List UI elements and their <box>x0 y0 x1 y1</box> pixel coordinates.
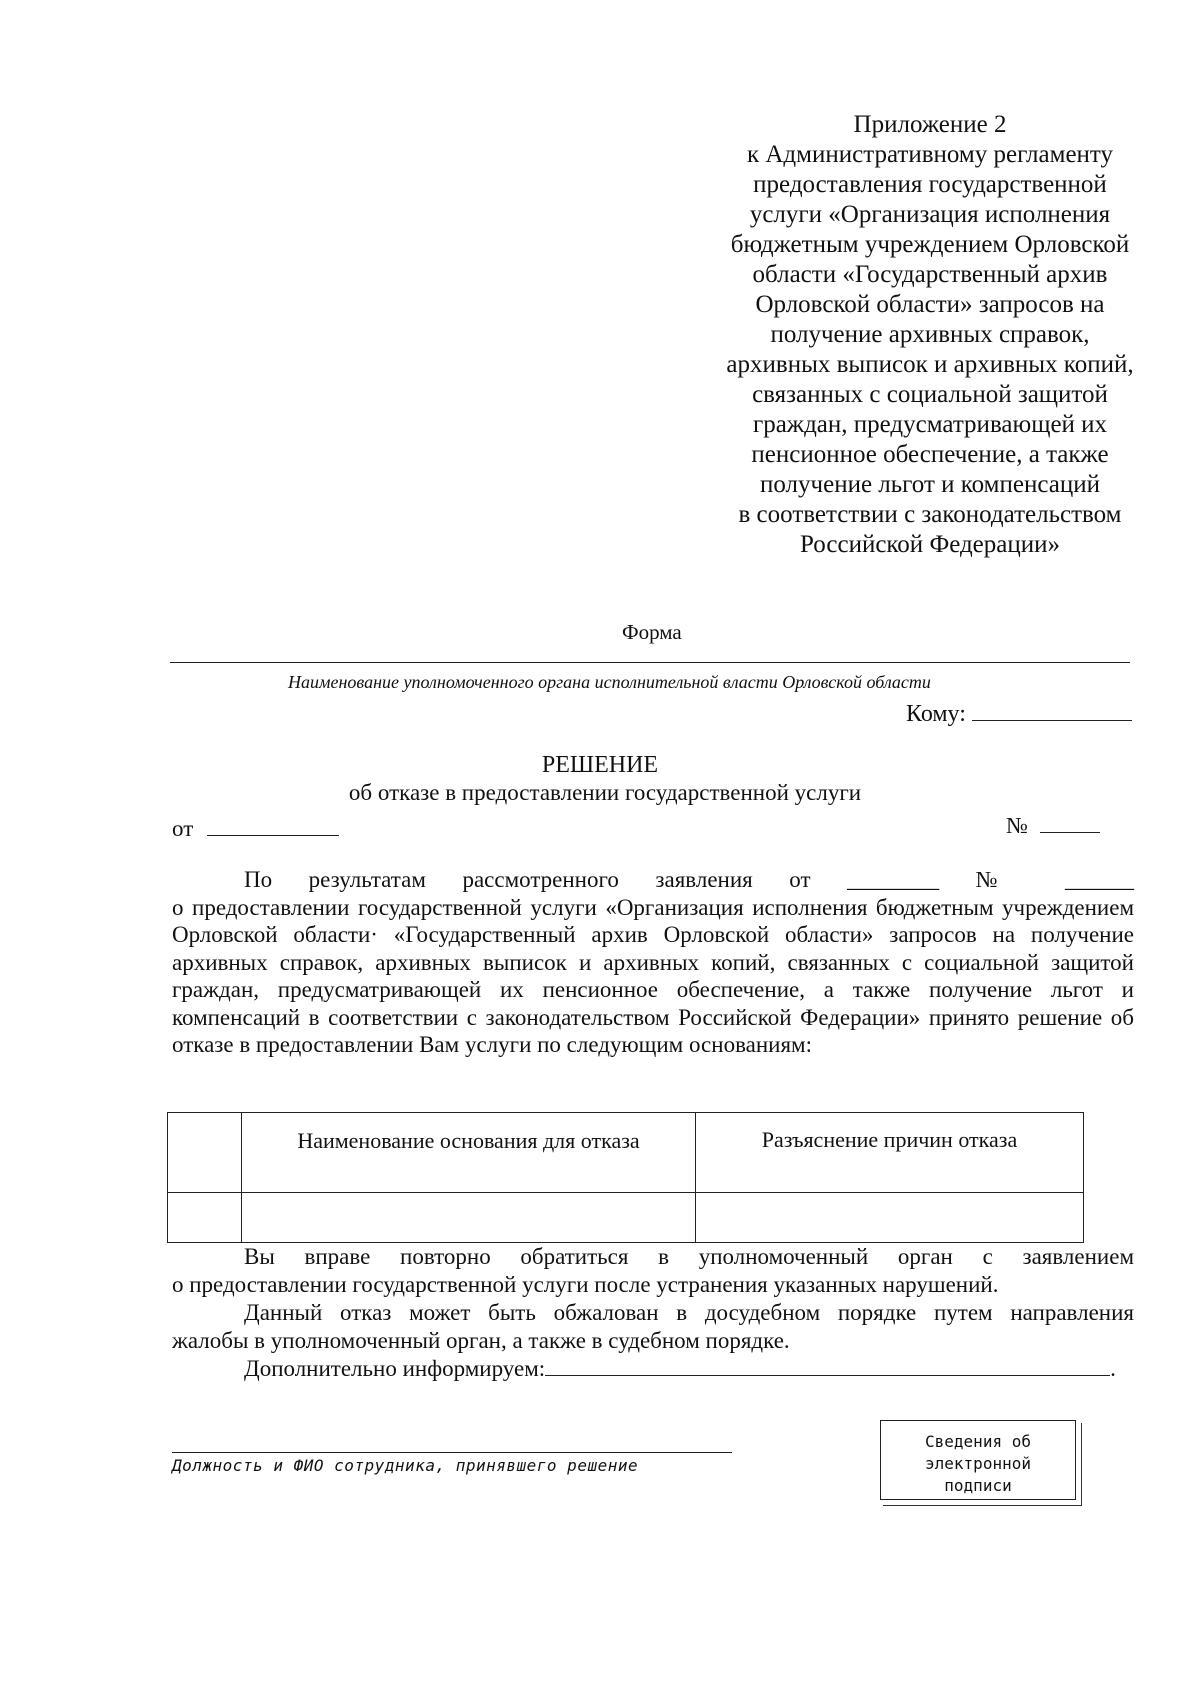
signature-caption: Должность и ФИО сотрудника, принявшего решение <box>172 1456 639 1475</box>
esignature-line: Сведения об <box>925 1432 1031 1451</box>
body-text <box>172 866 1134 1059</box>
table-cell <box>696 1193 1084 1243</box>
recipient-label: Кому: <box>906 701 966 727</box>
table-header-row <box>168 1113 1084 1193</box>
decision-number <box>1006 810 1100 839</box>
closing-p1-first: Вы вправе повторно обратиться в уполномоченный орган с заявлением <box>244 1244 1134 1269</box>
table-header-cell: Наименование основания для отказа <box>242 1113 696 1193</box>
decision-date <box>172 813 339 842</box>
number-blank <box>1040 810 1100 833</box>
additional-info-blank <box>545 1355 1110 1376</box>
body-paragraph: о предоставлении государственной услуги «Организация исполнения бюджетным учреждением Орловской области· «Государственный архив Орловской области» запросов на получение архивных справок, архивных выписок и архивных копий, связанных с социальной защитой граждан, предусматривающей их пенсионное обеспечение, а также получение льгот и компенсаций в соответствии с законодательством Российской Федерации» принято решение об отказе в предоставлении Вам услуги по следующим основаниям: <box>172 894 1134 1057</box>
closing-p3: Дополнительно информируем: . <box>244 1356 1116 1381</box>
appendix-line: связанных с социальной защитой <box>752 381 1108 408</box>
date-prefix: от <box>172 816 194 841</box>
recipient-field <box>906 698 1132 728</box>
appendix-line: Приложение 2 <box>853 111 1007 138</box>
form-label: Форма <box>622 620 682 644</box>
number-prefix: № <box>1006 813 1028 838</box>
appendix-line: граждан, предусматривающей их <box>752 411 1108 438</box>
table-row <box>168 1193 1084 1243</box>
appendix-line: области «Государственный архив <box>752 261 1108 288</box>
date-blank <box>207 813 339 836</box>
table-cell <box>242 1193 696 1243</box>
esignature-box <box>880 1420 1076 1500</box>
appendix-line: получение архивных справок, <box>770 321 1090 348</box>
closing-p2-rest: жалобы в уполномоченный орган, а также в судебном порядке. <box>172 1328 790 1353</box>
org-name-caption: Наименование уполномоченного органа исполнительной власти Орловской области <box>288 672 931 692</box>
esignature-line: электронной <box>925 1454 1031 1473</box>
appendix-line: к Административному регламенту <box>746 141 1114 168</box>
body-first-line: По результатам рассмотренного заявления от ________ № ______ <box>244 867 1134 892</box>
signature-line <box>172 1452 732 1453</box>
appendix-header <box>700 110 1160 560</box>
appendix-line: Российской Федерации» <box>799 531 1061 558</box>
decision-subtitle: об отказе в предоставлении государственной услуги <box>348 780 862 805</box>
esignature-line: подписи <box>944 1476 1012 1495</box>
closing-p2-first: Данный отказ может быть обжалован в досудебном порядке путем направления <box>244 1300 1134 1325</box>
appendix-line: пенсионное обеспечение, а также <box>751 441 1109 468</box>
appendix-line: услуги «Организация исполнения <box>749 201 1111 228</box>
closing-p1-rest: о предоставлении государственной услуги после устранения указанных нарушений. <box>172 1272 999 1297</box>
reasons-table <box>167 1112 1084 1243</box>
recipient-blank <box>972 698 1132 721</box>
org-name-line <box>170 662 1130 663</box>
table-header-cell <box>168 1113 242 1193</box>
appendix-line: в соответствии с законодательством <box>738 501 1122 528</box>
appendix-line: предоставления государственной <box>753 171 1107 198</box>
appendix-line: Орловской области» запросов на <box>755 291 1105 318</box>
appendix-line: получение льгот и компенсаций <box>760 471 1100 498</box>
table-header-cell: Разъяснение причин отказа <box>696 1113 1084 1193</box>
decision-title: РЕШЕНИЕ <box>541 752 659 778</box>
table-cell <box>168 1193 242 1243</box>
closing-text <box>172 1243 1134 1383</box>
appendix-line: бюджетным учреждением Орловской <box>730 231 1130 258</box>
appendix-line: архивных выписок и архивных копий, <box>726 351 1134 378</box>
